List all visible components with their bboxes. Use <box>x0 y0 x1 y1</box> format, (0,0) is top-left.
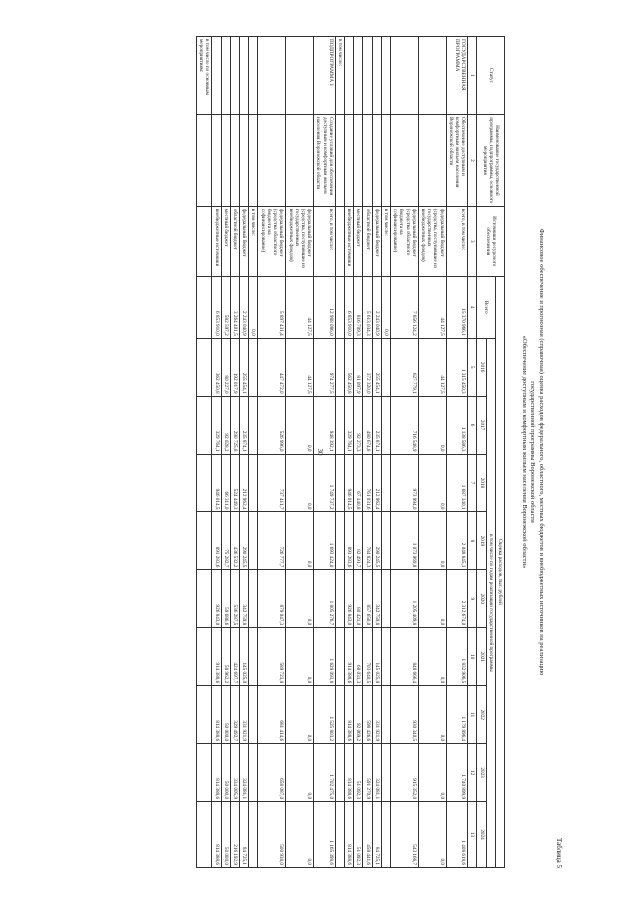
table-body <box>197 37 468 868</box>
heading-line-1: Финансовое обеспечение и прогнозная (справочная) оценка расходов федерального, областного, местных бюджетов и внебюджетных источников на реализацию <box>538 228 545 676</box>
row-value: 5 897 431,4 <box>258 276 286 338</box>
row-name <box>390 114 418 206</box>
row-name <box>221 114 230 206</box>
row-value: 1 073 069,8 <box>390 512 418 570</box>
row-value: 44 127,5 <box>418 338 446 396</box>
row-value: 0,0 <box>418 744 446 802</box>
row-source: областной бюджет <box>230 206 239 276</box>
row-status <box>212 37 221 115</box>
row-value: 1 408 618,6 <box>446 802 468 868</box>
row-source: внебюджетные источники <box>212 206 221 276</box>
row-value: 879 047,3 <box>258 570 286 628</box>
document-heading <box>520 36 546 868</box>
row-value <box>335 338 344 396</box>
row-value: 5 613 034,3 <box>363 276 372 338</box>
row-name: Обеспечение доступным и комфортным жильем населения Воронежской области <box>446 114 468 206</box>
row-value: 67 140,8 <box>354 454 363 512</box>
row-value: 973 994,0 <box>390 454 418 512</box>
row-value <box>381 338 390 396</box>
row-value: 0,0 <box>418 570 446 628</box>
row-value: 814 388,6 <box>344 802 353 868</box>
row-value: 329 492,7 <box>230 686 239 744</box>
row-value: 0,0 <box>418 802 446 868</box>
table-row <box>230 37 239 868</box>
row-value <box>197 744 212 802</box>
column-index: 4 <box>468 276 477 338</box>
row-source: федеральный бюджет (средства, поступившие из государственных внебюджетных фондов) <box>286 206 314 276</box>
row-value: 543 166,7 <box>390 802 418 868</box>
row-value: 50 000,0 <box>221 686 230 744</box>
row-value: 66 311,0 <box>221 454 230 512</box>
table-row <box>372 37 381 868</box>
row-value <box>197 512 212 570</box>
row-name <box>240 114 249 206</box>
row-value: 6 853 910,0 <box>212 276 221 338</box>
row-value: 1 629 093,8 <box>314 628 336 686</box>
row-value: 1 205 409,8 <box>390 570 418 628</box>
header-estimate: Оценка расходов, тыс. рублей <box>495 276 504 867</box>
row-value: 50 000,0 <box>221 744 230 802</box>
row-status <box>230 37 239 115</box>
row-value: 290 245,5 <box>240 512 249 570</box>
row-value: 50 000,0 <box>221 802 230 868</box>
row-value: 0,0 <box>286 454 314 512</box>
row-value: 500 938,0 <box>258 802 286 868</box>
column-index: 6 <box>468 396 477 454</box>
row-value: 1 740 899,9 <box>446 744 468 802</box>
row-value <box>381 454 390 512</box>
row-value: 324 081,1 <box>240 744 249 802</box>
row-source: всего, в том числе: <box>314 206 336 276</box>
row-name <box>381 114 390 206</box>
row-name <box>335 114 344 206</box>
row-value <box>249 686 258 744</box>
row-value <box>249 744 258 802</box>
header-total: Всего <box>477 276 495 338</box>
row-value: 82 491,7 <box>354 512 363 570</box>
row-value <box>249 396 258 454</box>
table-row <box>363 37 372 868</box>
row-name <box>354 114 363 206</box>
row-value: 784 824,3 <box>363 512 372 570</box>
row-name <box>363 114 372 206</box>
row-value: 926 843,0 <box>344 570 353 628</box>
row-value: 59 686,6 <box>221 570 230 628</box>
row-value: 761 031,6 <box>363 454 372 512</box>
row-status: в том числе по основным мероприятиям: <box>197 37 212 115</box>
header-name: Наименование государственной программы, подпрограммы, основного мероприятия <box>477 114 505 206</box>
header-year: 2020 <box>477 570 486 628</box>
header-year: 2018 <box>477 454 486 512</box>
row-value <box>197 276 212 338</box>
row-value: 1 749 737,2 <box>314 454 336 512</box>
column-index: 8 <box>468 512 477 570</box>
row-value <box>197 396 212 454</box>
row-value: 658 087,0 <box>258 744 286 802</box>
column-index: 11 <box>468 686 477 744</box>
row-value <box>249 454 258 512</box>
row-value <box>335 396 344 454</box>
row-value: 582 597,2 <box>221 276 230 338</box>
column-index: 10 <box>468 628 477 686</box>
table-row <box>197 37 212 868</box>
row-value: 2 243 040,9 <box>240 276 249 338</box>
row-name: Создание условий для обеспечения доступным и комфортным жильем населения Воронежской области <box>314 114 336 206</box>
row-value: 814 388,6 <box>344 744 353 802</box>
row-source: местный бюджет <box>354 206 363 276</box>
row-value: 51 092,3 <box>354 744 363 802</box>
row-value: 58 962,2 <box>221 628 230 686</box>
row-value: 1 179 896,4 <box>446 686 468 744</box>
row-status <box>354 37 363 115</box>
row-value: 526 996,0 <box>258 396 286 454</box>
row-value: 235 874,1 <box>372 396 381 454</box>
table-row <box>418 37 446 868</box>
row-source: федеральный бюджет (средства, поступившие из государственных внебюджетных фондов) <box>418 206 446 276</box>
header-year: 2023 <box>477 744 486 802</box>
row-value: 145 025,0 <box>240 628 249 686</box>
row-value: 726 777,7 <box>258 512 286 570</box>
row-value: 926 843,0 <box>212 570 221 628</box>
row-value: 331 921,9 <box>372 686 381 744</box>
row-status <box>258 37 286 115</box>
row-value: 0,0 <box>418 454 446 512</box>
table-row <box>221 37 230 868</box>
table-row <box>335 37 344 868</box>
row-value: 814 388,6 <box>212 686 221 744</box>
row-value: 948 392,1 <box>314 396 336 454</box>
header-year: 2021 <box>477 628 486 686</box>
table-row <box>212 37 221 868</box>
column-index: 13 <box>468 802 477 868</box>
row-value: 0,0 <box>418 686 446 744</box>
row-value: 81 097,9 <box>354 338 363 396</box>
table-row <box>344 37 353 868</box>
row-source: федеральный бюджет (средства областного бюджета на софинансирование) <box>390 206 418 276</box>
row-name <box>249 114 258 206</box>
row-value: 946 014,5 <box>212 454 221 512</box>
row-value: 716 548,9 <box>390 396 418 454</box>
row-value: 290 725,8 <box>230 396 239 454</box>
row-value: 0,0 <box>286 686 314 744</box>
row-value: 447 472,0 <box>258 338 286 396</box>
row-value <box>381 744 390 802</box>
row-value: 681 414,6 <box>258 686 286 744</box>
header-year: 2024 <box>477 802 486 868</box>
row-value: 1 138 586,3 <box>446 396 468 454</box>
row-value: 857 650,0 <box>363 570 372 628</box>
row-value: 974 277,5 <box>314 338 336 396</box>
row-value <box>335 802 344 868</box>
row-value: 329 764,1 <box>344 396 353 454</box>
row-value: 44 127,5 <box>418 276 446 338</box>
row-status <box>363 37 372 115</box>
row-value <box>381 628 390 686</box>
row-value: 362 450,8 <box>212 338 221 396</box>
row-value: 891 283,6 <box>212 512 221 570</box>
row-value <box>381 512 390 570</box>
row-value: 814 388,6 <box>212 802 221 868</box>
row-status <box>372 37 381 115</box>
heading-line-3: «Обеспечение доступным и комфортным жильем населения Воронежской области» <box>521 335 528 569</box>
row-value: 591 270,9 <box>363 744 372 802</box>
row-value <box>249 512 258 570</box>
row-value: 0,0 <box>249 276 258 338</box>
row-value <box>335 570 344 628</box>
row-value: 0,0 <box>286 744 314 802</box>
row-value: 7 856 124,2 <box>390 276 418 338</box>
row-value: 0,0 <box>286 802 314 868</box>
row-value <box>381 570 390 628</box>
header-year: 2019 <box>477 512 486 570</box>
row-source: местный бюджет <box>221 206 230 276</box>
row-value: 627 779,1 <box>390 338 418 396</box>
table-row <box>314 37 336 868</box>
row-value <box>381 686 390 744</box>
row-value <box>249 802 258 868</box>
row-name <box>212 114 221 206</box>
row-source: в том числе: <box>381 206 390 276</box>
row-value: 6 853 910,0 <box>344 276 353 338</box>
row-status <box>418 37 446 115</box>
row-value <box>335 454 344 512</box>
header-year: 2022 <box>477 686 486 744</box>
row-value: 331 921,9 <box>240 686 249 744</box>
row-source: федеральный бюджет <box>240 206 249 276</box>
row-source: в том числе: <box>249 206 258 276</box>
row-status: в том числе: <box>335 37 344 115</box>
row-value: 255 454,1 <box>372 338 381 396</box>
row-value: 848 666,4 <box>390 628 418 686</box>
row-value: 60 031,3 <box>354 628 363 686</box>
row-name <box>230 114 239 206</box>
row-value <box>249 570 258 628</box>
row-value: 0,0 <box>418 628 446 686</box>
row-value: 255 454,1 <box>240 338 249 396</box>
rotated-page <box>58 36 563 868</box>
row-value: 2 048 845,1 <box>446 512 468 570</box>
row-value: 562 450,8 <box>344 338 353 396</box>
row-value: 84 725,1 <box>240 802 249 868</box>
row-value: 436 532,2 <box>230 512 239 570</box>
row-value: 1 165 398,6 <box>314 802 336 868</box>
row-value: 324 081,1 <box>372 744 381 802</box>
row-value: 145 025,0 <box>372 628 381 686</box>
row-source <box>197 206 212 276</box>
column-index: 12 <box>468 744 477 802</box>
row-value: 480 674,8 <box>363 396 372 454</box>
row-value: 930 340,5 <box>390 686 418 744</box>
header-sources: Источники ресурсного обеспечения <box>477 206 505 276</box>
row-value: 814 388,6 <box>212 744 221 802</box>
row-name <box>286 114 314 206</box>
row-value: 44 127,5 <box>286 338 314 396</box>
row-value: 914 388,6 <box>344 628 353 686</box>
row-value <box>335 628 344 686</box>
heading-line-2: государственной программы Воронежской области <box>529 381 537 523</box>
row-value: 290 245,5 <box>372 512 381 570</box>
row-value <box>335 276 344 338</box>
row-value <box>197 686 212 744</box>
row-value: 1 805 276,7 <box>314 570 336 628</box>
column-index: 2 <box>468 114 477 206</box>
row-value: 589 723,0 <box>258 628 286 686</box>
row-value: 1 832 906,5 <box>446 628 468 686</box>
header-year: 2016 <box>477 338 486 396</box>
header-index-row <box>468 37 477 868</box>
table-row <box>258 37 286 868</box>
row-value: 92 028,2 <box>221 396 230 454</box>
row-source: федеральный бюджет <box>372 206 381 276</box>
row-value: 0,0 <box>286 512 314 570</box>
row-value <box>197 628 212 686</box>
row-value: 92 069,2 <box>354 686 363 744</box>
column-index: 7 <box>468 454 477 512</box>
row-value: 2 312 674,0 <box>446 570 468 628</box>
row-status <box>249 37 258 115</box>
row-source <box>335 206 344 276</box>
row-value: 703 640,5 <box>363 628 372 686</box>
row-value <box>335 744 344 802</box>
row-value <box>197 338 212 396</box>
row-status <box>344 37 353 115</box>
table-row <box>390 37 418 868</box>
row-name <box>344 114 353 206</box>
table-row <box>381 37 390 868</box>
row-value: 0,0 <box>286 396 314 454</box>
row-value: 44 127,5 <box>286 276 314 338</box>
row-source: внебюджетные источники <box>344 206 353 276</box>
row-value: 192 017,9 <box>230 338 239 396</box>
row-value <box>335 686 344 744</box>
row-value: 51 092,3 <box>354 802 363 868</box>
row-value: 814 388,6 <box>344 686 353 744</box>
table-row <box>446 37 468 868</box>
row-value: 80 421,0 <box>354 570 363 628</box>
table-row <box>240 37 249 868</box>
column-index: 3 <box>468 206 477 276</box>
row-status: ПОДПРОГРАММА 1 <box>314 37 336 115</box>
table-row <box>354 37 363 868</box>
row-value: 524 449,3 <box>230 454 239 512</box>
row-value: 15 370 966,1 <box>446 276 468 338</box>
row-value: 424 697,7 <box>230 628 239 686</box>
row-value: 816 709,3 <box>354 276 363 338</box>
row-value: 84 725,1 <box>372 802 381 868</box>
row-status <box>381 37 390 115</box>
row-value: 1 702 475,0 <box>314 744 336 802</box>
row-name <box>197 114 212 206</box>
row-value: 80 227,0 <box>221 338 230 396</box>
row-value: 458 441,6 <box>363 802 372 868</box>
row-value: 342 759,8 <box>372 570 381 628</box>
row-value: 598 426,6 <box>363 686 372 744</box>
row-value: 0,0 <box>286 628 314 686</box>
row-value: 235 874,1 <box>240 396 249 454</box>
table-label: Таблица 5 <box>555 838 563 868</box>
row-value <box>197 454 212 512</box>
row-value <box>381 802 390 868</box>
row-status <box>390 37 418 115</box>
row-value: 1 693 424,0 <box>314 512 336 570</box>
row-value: 914 388,6 <box>212 628 221 686</box>
row-source: всего, в том числе: <box>446 206 468 276</box>
row-value: 1 687 140,1 <box>446 454 468 512</box>
row-value: 0,0 <box>381 276 390 338</box>
table-row <box>249 37 258 868</box>
row-value: 536 287,5 <box>230 570 239 628</box>
row-value: 12 988 086,0 <box>314 276 336 338</box>
row-value <box>381 396 390 454</box>
header-status: Статус <box>477 37 505 115</box>
row-value: 0,0 <box>286 570 314 628</box>
row-source: областной бюджет <box>363 206 372 276</box>
row-value: 75 282,7 <box>221 512 230 570</box>
financing-table <box>196 36 505 868</box>
row-name <box>418 114 446 206</box>
row-value: 3 264 401,5 <box>230 276 239 338</box>
row-value <box>197 570 212 628</box>
row-value <box>249 628 258 686</box>
row-value <box>249 338 258 396</box>
row-name <box>258 114 286 206</box>
row-value <box>197 802 212 868</box>
row-value: 92 273,3 <box>354 396 363 454</box>
row-value: 737 411,7 <box>258 454 286 512</box>
page-number: 30 <box>316 448 324 456</box>
row-value: 334 005,9 <box>230 744 239 802</box>
row-status <box>240 37 249 115</box>
row-value: 342 759,8 <box>240 570 249 628</box>
row-status <box>221 37 230 115</box>
row-value: 212 962,4 <box>372 454 381 512</box>
row-value: 372 320,0 <box>363 338 372 396</box>
table-row <box>286 37 314 868</box>
row-value: 891 283,6 <box>344 512 353 570</box>
row-source: федеральный бюджет (средства областного бюджета на софинансирование) <box>258 206 286 276</box>
column-index: 5 <box>468 338 477 396</box>
row-value: 329 764,1 <box>212 396 221 454</box>
row-status <box>286 37 314 115</box>
row-status: ГОСУДАРСТВЕННАЯ ПРОГРАММА <box>446 37 468 115</box>
row-value: 1 525 803,2 <box>314 686 336 744</box>
row-value: 0,0 <box>418 512 446 570</box>
row-value: 2 243 040,9 <box>372 276 381 338</box>
row-value: 212 962,4 <box>240 454 249 512</box>
row-value <box>335 512 344 570</box>
row-value: 915 352,0 <box>390 744 418 802</box>
column-index: 9 <box>468 570 477 628</box>
row-value: 946 014,5 <box>344 454 353 512</box>
row-value: 0,0 <box>418 396 446 454</box>
header-by-years: в том числе по годам реализации государственной программы <box>486 338 495 867</box>
column-index: 1 <box>468 37 477 115</box>
header-year: 2017 <box>477 396 486 454</box>
row-value: 1 315 450,3 <box>446 338 468 396</box>
row-value: 216 192,9 <box>230 802 239 868</box>
row-name <box>372 114 381 206</box>
